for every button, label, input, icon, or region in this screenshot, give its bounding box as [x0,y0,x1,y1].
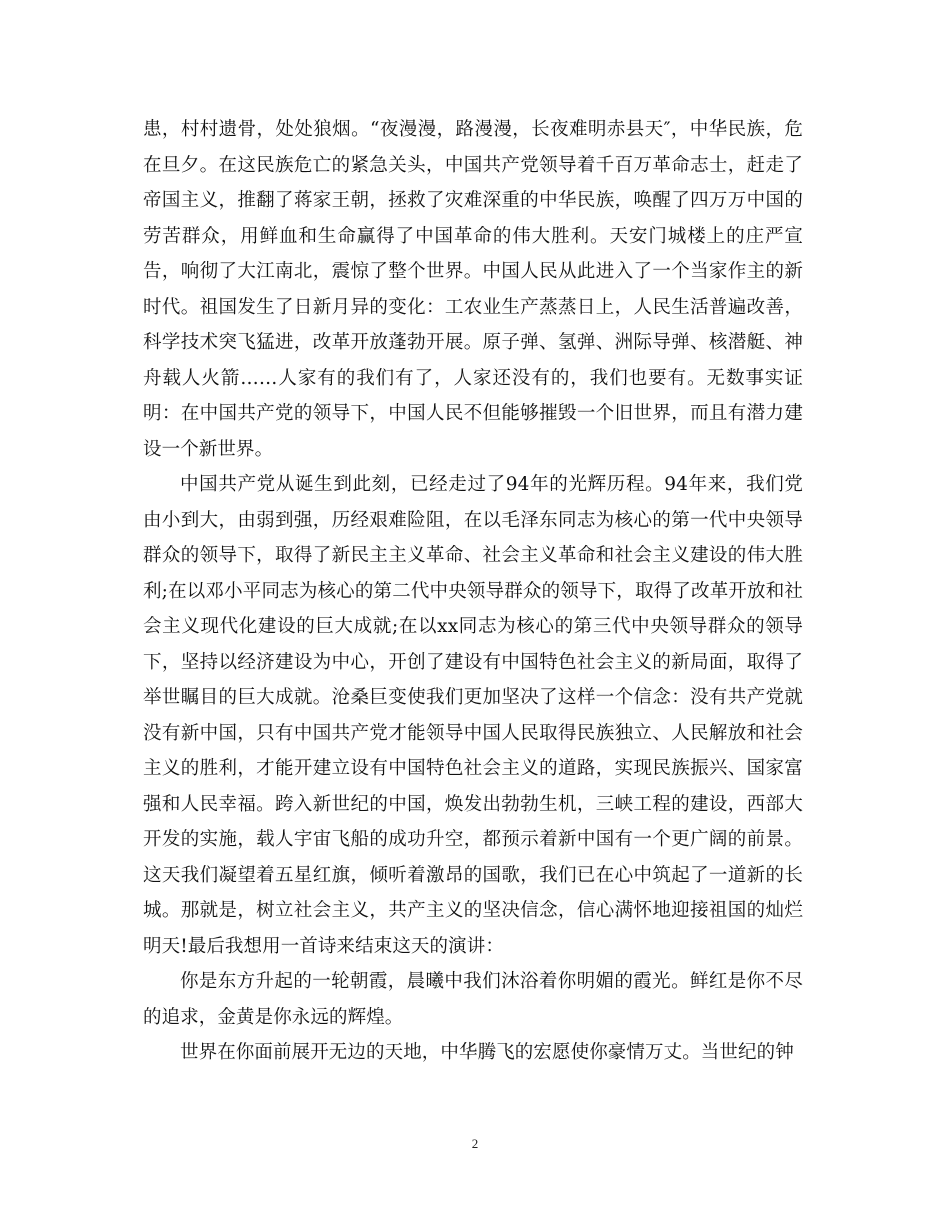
paragraph-4: 世界在你面前展开无边的天地，中华腾飞的宏愿使你豪情万丈。当世纪的钟 [180,1042,794,1063]
paragraph-3: 你是东方升起的一轮朝霞，晨曦中我们沐浴着你明媚的霞光。鲜红是你不尽的追求，金黄是你永远的辉煌。 [143,971,803,1028]
paragraph-2: 中国共产党从诞生到此刻，已经走过了94年的光辉历程。94年来，我们党由小到大，由弱到强，历经艰难险阻，在以毛泽东同志为核心的第一代中央领导群众的领导下，取得了新民主主义革命、社会主义革命和社会主义建设的伟大胜利;在以邓小平同志为核心的第二代中央领导群众的领导下，取得了改革开放和社会主义现代化建设的巨大成就;在以xx同志为核心的第三代中央领导群众的领导下，坚持以经济建设为中心，开创了建设有中国特色社会主义的新局面，取得了举世瞩目的巨大成就。沧桑巨变使我们更加坚决了这样一个信念：没有共产党就没有新中国，只有中国共产党才能领导中国人民取得民族独立、人民解放和社会主义的胜利，才能开建立设有中国特色社会主义的道路，实现民族振兴、国家富强和人民幸福。跨入新世纪的中国，焕发出勃勃生机，三峡工程的建设，西部大开发的实施，载人宇宙飞船的成功升空，都预示着新中国有一个更广阔的前景。这天我们凝望着五星红旗，倾听着激昂的国歌，我们已在心中筑起了一道新的长城。那就是，树立社会主义，共产主义的坚决信念，信心满怀地迎接祖国的灿烂明天!最后我想用一首诗来结束这天的演讲： [143,474,803,957]
page-number: 2 [471,1136,479,1151]
document-body [143,112,803,1071]
paragraph-1: 患，村村遗骨，处处狼烟。“夜漫漫，路漫漫，长夜难明赤县天″，中华民族，危在旦夕。在这民族危亡的紧急关头，中国共产党领导着千百万革命志士，赶走了帝国主义，推翻了蒋家王朝，拯救了灾难深重的中华民族，唤醒了四万万中国的劳苦群众，用鲜血和生命赢得了中国革命的伟大胜利。天安门城楼上的庄严宣告，响彻了大江南北，震惊了整个世界。中国人民从此进入了一个当家作主的新时代。祖国发生了日新月异的变化：工农业生产蒸蒸日上，人民生活普遍改善，科学技术突飞猛进，改革开放蓬勃开展。原子弹、氢弹、洲际导弹、核潜艇、神舟载人火箭……人家有的我们有了，人家还没有的，我们也要有。无数事实证明：在中国共产党的领导下，中国人民不但能够摧毁一个旧世界，而且有潜力建设一个新世界。 [143,119,803,460]
